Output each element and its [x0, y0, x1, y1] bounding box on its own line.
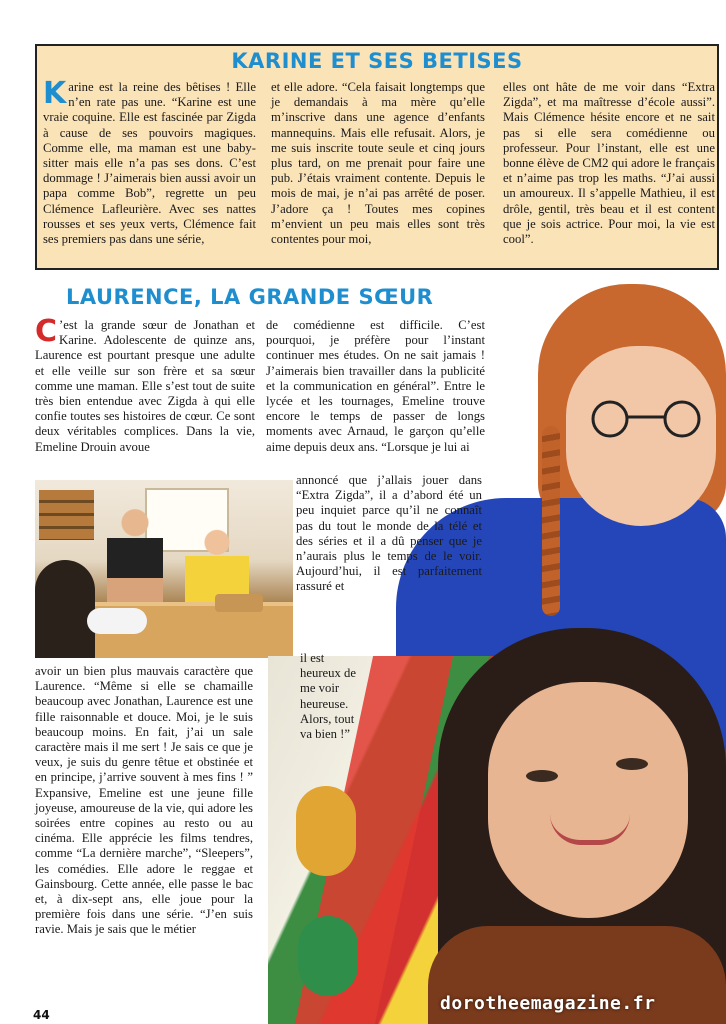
rabbit [87, 608, 147, 634]
shelf [39, 490, 94, 540]
eye [526, 770, 558, 782]
section-title-laurence: LAURENCE, LA GRANDE SŒUR [66, 285, 434, 309]
person [107, 508, 163, 613]
text-column-laurence-2: de comédienne est difficile. C’est pourquoi, je préfère pour l’instant continuer mes études. On ne sait jamais ! J’aimerais bien travailler dans la publicité et la communication en général”. Entre le lycée et les tournages, Emeline trouve encore le temps de passer de longs moments avec Arnaud, le garçon qu’elle aime depuis deux ans. “Lorsque je lui ai [266, 318, 485, 454]
eye [616, 758, 648, 770]
dog [35, 560, 95, 658]
paragraph: arine est la reine des bêtises ! Elle n’en rate pas une. “Karine est une vraie coquine. Elle est fascinée par Zigda à cause de ses pouvoirs magiques. Comme elle, ma maman est une baby-sitter mais elle n’a pas ses dons. C’est dommage ! J’aimerais bien aussi avoir un papa comme Bob”, regrette un peu Clémence Lafleurière. Avec ses nattes rousses et ses yeux verts, Clémence fait ses premiers pas dans une série, [43, 80, 256, 247]
section-title-karine: KARINE ET SES BETISES [231, 49, 523, 73]
kitchen-scene-photo [35, 480, 293, 658]
braid [542, 426, 560, 616]
dropcap: C [35, 314, 58, 349]
article-box-karine [35, 44, 719, 270]
basket [215, 594, 263, 612]
text-column-laurence-1 [35, 314, 255, 455]
text-column-2: et elle adore. “Cela faisait longtemps que je demandais à ma mère qu’elle m’inscrive dans une agence d’enfants mannequins. Mais elle refusait. Alors, je me suis inscrite toute seule et cinq jours plus tard, on me prenait pour faire une pub. J’étais vraiment contente. Depuis le mois de mai, je n’ai pas arrêté de poser. J’adore ça ! Toutes mes copines m’envient un peu mais elles sont très contentes pour moi, [271, 80, 485, 247]
dropcap: K [43, 76, 67, 111]
text-column-laurence-3: avoir un bien plus mauvais caractère que Laurence. “Même si elle se chamaille beaucoup avec Jonathan, Laurence est une fille raisonnable et douce. Moi, je le suis beaucoup moins. En fait, j’ai un sale caractère mais il me sert ! Je sais ce que je veux, je suis du genre têtue et obstinée et en principe, j’arrive souvent à mes fins ! ” Expansive, Emeline est une jeune fille joyeuse, amoureuse de la vie, qui adore les soirées entre copines au resto ou au cinéma. Elle apprécie les films tendres, comme “La dernière marche”, “Sleepers”, les comédies. Elle adore le reggae et Gainsbourg. Cette année, elle passe le bac et, à dix-sept ans, elle joue pour la première fois dans une série. “J’en suis ravie. Mais je sais que le métier [35, 664, 253, 937]
bear-print [298, 916, 358, 996]
face [488, 682, 688, 918]
text-column-laurence-2c: il est heureux de me voir heureuse. Alors, tout va bien !” [300, 651, 357, 742]
watermark: dorotheemagazine.fr [440, 993, 656, 1014]
paragraph: ’est la grande sœur de Jonathan et Karine. Adolescente de quinze ans, Laurence est pourtant presque une adulte et elle veille sur son frère et sa sœur comme une maman. Elle s’est tout de suite très bien entendue avec Zigda à qui elle confie toutes ses histoires de cœur. Ce sont deux véritables complices. Dans la vie, Emeline Drouin avoue [35, 318, 255, 454]
glasses-icon [574, 400, 720, 438]
text-column-laurence-2b: annoncé que j’allais jouer dans “Extra Zigda”, il a d’abord été un peu inquiet parce qu’il ne connaît pas du tout le monde de la télé et des séries et il a dû penser que je n’aurais plus le temps de le voir. Aujourd’hui, il est parfaitement rassuré et [296, 473, 482, 594]
text-column-3: elles ont hâte de me voir dans “Extra Zigda”, et ma maîtresse d’école aussi”. Mais Clémence hésite encore et ne sait pas si elle sera comédienne ou professeur. Pour l’instant, elle est une bonne élève de CM2 qui adore le français et n’aime pas trop les maths. “J’ai aussi un amoureux. Il s’appelle Mathieu, il est drôle, gentil, très beau et il est content que je sois actrice. Pour moi, la vie est cool”. [503, 80, 715, 247]
portrait-photo [268, 276, 726, 1024]
bear-print [296, 786, 356, 876]
text-column-1 [43, 76, 256, 247]
page-number: 44 [33, 1008, 50, 1022]
